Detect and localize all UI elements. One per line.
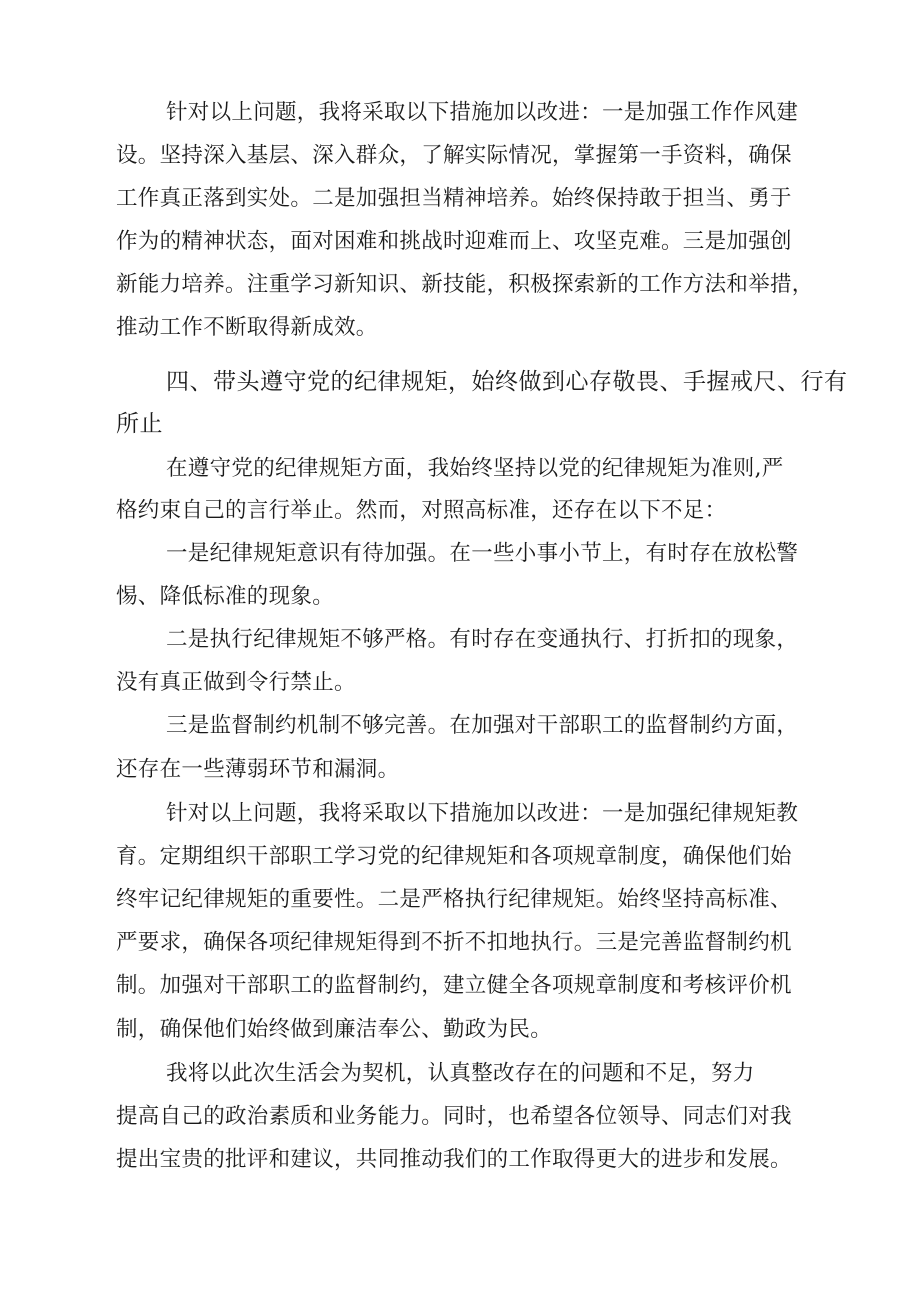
paragraph-line: 没有真正做到令行禁止。 xyxy=(116,670,356,695)
paragraph-line: 格约束自己的言行举止。然而，对照高标准，还存在以下不足： xyxy=(116,498,727,523)
paragraph-line: 严要求，确保各项纪律规矩得到不折不扣地执行。三是完善监督制约机 xyxy=(116,930,792,955)
paragraph-line: 针对以上问题，我将采取以下措施加以改进：一是加强工作作风建 xyxy=(166,100,799,125)
paragraph-line: 我将以此次生活会为契机，认真整改存在的问题和不足，努力 xyxy=(166,1061,755,1086)
paragraph-line: 三是监督制约机制不够完善。在加强对干部职工的监督制约方面， xyxy=(166,713,799,738)
paragraph-line: 二是执行纪律规矩不够严格。有时存在变通执行、打折扣的现象， xyxy=(166,627,799,652)
paragraph-line: 提出宝贵的批评和建议，共同推动我们的工作取得更大的进步和发展。 xyxy=(116,1147,792,1172)
section-heading: 四、带头遵守党的纪律规矩，始终做到心存敬畏、手握戒尺、行有 xyxy=(166,369,848,395)
section-heading: 所止 xyxy=(116,411,163,437)
paragraph-line: 制。加强对干部职工的监督制约，建立健全各项规章制度和考核评价机 xyxy=(116,973,792,998)
paragraph-line: 工作真正落到实处。二是加强担当精神培养。始终保持敢于担当、勇于 xyxy=(116,186,792,211)
paragraph-line: 育。定期组织干部职工学习党的纪律规矩和各项规章制度，确保他们始 xyxy=(116,844,792,869)
paragraph-line: 推动工作不断取得新成效。 xyxy=(116,315,378,340)
paragraph-line: 终牢记纪律规矩的重要性。二是严格执行纪律规矩。始终坚持高标准、 xyxy=(116,887,792,912)
paragraph-line: 设。坚持深入基层、深入群众，了解实际情况，掌握第一手资料，确保 xyxy=(116,143,792,168)
paragraph-line: 制，确保他们始终做到廉洁奉公、勤政为民。 xyxy=(116,1017,553,1042)
paragraph-line: 针对以上问题，我将采取以下措施加以改进：一是加强纪律规矩教 xyxy=(166,801,799,826)
paragraph-line: 新能力培养。注重学习新知识、新技能，积极探索新的工作方法和举措， xyxy=(116,272,814,297)
paragraph-line: 还存在一些薄弱环节和漏洞。 xyxy=(116,757,400,782)
paragraph-line: 提高自己的政治素质和业务能力。同时，也希望各位领导、同志们对我 xyxy=(116,1104,792,1129)
paragraph-line: 在遵守党的纪律规矩方面，我始终坚持以党的纪律规矩为准则,严 xyxy=(166,456,784,481)
paragraph-line: 作为的精神状态，面对困难和挑战时迎难而上、攻坚克难。三是加强创 xyxy=(116,229,792,254)
paragraph-line: 一是纪律规矩意识有待加强。在一些小事小节上，有时存在放松警 xyxy=(166,541,799,566)
paragraph-line: 惕、降低标准的现象。 xyxy=(116,584,335,609)
